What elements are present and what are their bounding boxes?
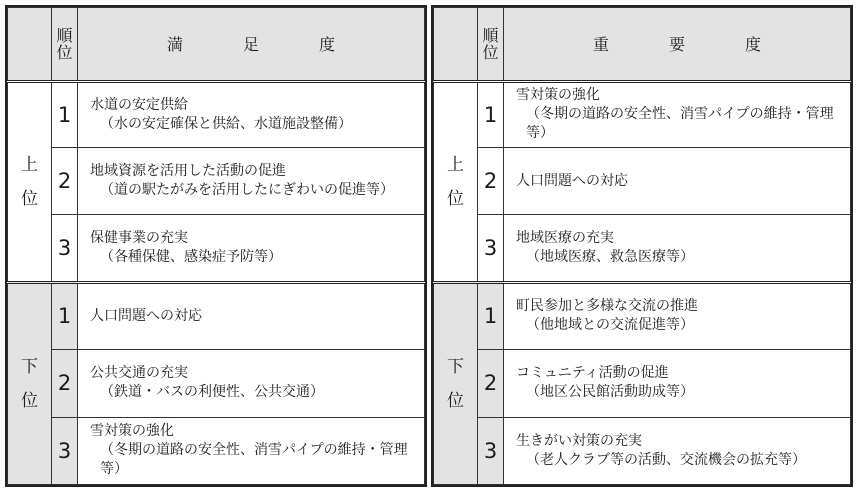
item-cell: 町民参加と多様な交流の推進 （他地域との交流促進等）: [504, 282, 851, 349]
satisfaction-table: [5, 5, 427, 487]
header-satisfaction: 満足度: [78, 8, 425, 82]
rank-cell: 1: [478, 81, 504, 147]
item-cell: 生きがい対策の充実 （老人クラブ等の活動、交流機会の拡充等）: [504, 417, 851, 484]
group-lower: 下 位: [434, 282, 478, 484]
item-cell: 人口問題への対応: [504, 147, 851, 214]
item-cell: 公共交通の充実 （鉄道・バスの利便性、公共交通）: [78, 350, 425, 417]
rank-cell: 2: [52, 147, 78, 214]
item-cell: 地域資源を活用した活動の促進 （道の駅たがみを活用したにぎわいの促進等）: [78, 147, 425, 214]
item-cell: 保健事業の充実 （各種保健、感染症予防等）: [78, 215, 425, 282]
group-upper: 上 位: [8, 81, 52, 282]
header-importance: 重要度: [504, 8, 851, 82]
item-cell: 雪対策の強化 （冬期の道路の安全性、消雪パイプの維持・管理等）: [78, 417, 425, 484]
item-cell: 水道の安定供給 （水の安定確保と供給、水道施設整備）: [78, 81, 425, 147]
header-rank: 順 位: [52, 8, 78, 82]
group-lower: 下 位: [8, 282, 52, 484]
rank-cell: 1: [52, 81, 78, 147]
rank-cell: 1: [52, 282, 78, 349]
rank-cell: 1: [478, 282, 504, 349]
rank-cell: 3: [478, 215, 504, 282]
item-cell: 人口問題への対応: [78, 282, 425, 349]
item-cell: 地域医療の充実 （地域医療、救急医療等）: [504, 215, 851, 282]
item-cell: 雪対策の強化 （冬期の道路の安全性、消雪パイプの維持・管理等）: [504, 81, 851, 147]
importance-table: [431, 5, 853, 487]
item-cell: コミュニティ活動の促進 （地区公民館活動助成等）: [504, 350, 851, 417]
rank-cell: 3: [52, 417, 78, 484]
header-blank: [8, 8, 52, 82]
rank-cell: 2: [478, 147, 504, 214]
header-blank: [434, 8, 478, 82]
rank-cell: 2: [478, 350, 504, 417]
header-rank: 順 位: [478, 8, 504, 82]
rank-cell: 3: [478, 417, 504, 484]
rank-cell: 3: [52, 215, 78, 282]
group-upper: 上 位: [434, 81, 478, 282]
rank-cell: 2: [52, 350, 78, 417]
